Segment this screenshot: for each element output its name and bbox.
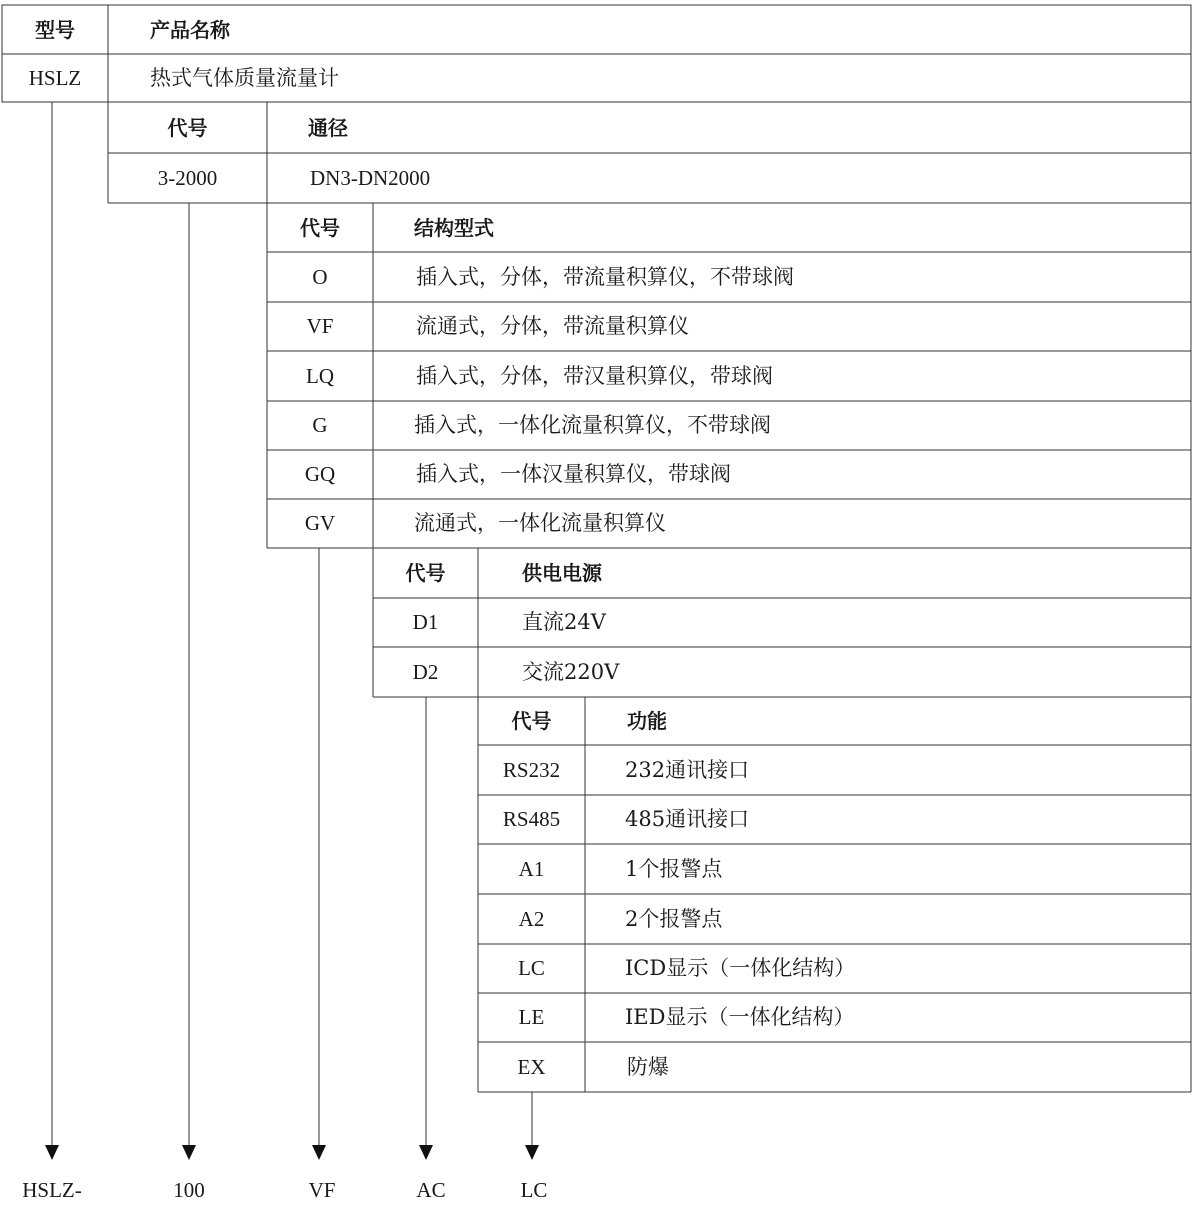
bore-range: DN3-DN2000 (310, 165, 431, 190)
function-code: A1 (518, 856, 545, 881)
arrow-head-bore (182, 1145, 196, 1160)
bore-header: 通径 (308, 115, 348, 140)
function-desc: 485通讯接口 (625, 807, 750, 831)
structure-desc: 流通式，分体，带流量积算仪 (416, 314, 689, 338)
structure-code-header: 代号 (300, 215, 340, 240)
bore-code: 3-2000 (157, 165, 218, 190)
function-code: A2 (518, 906, 545, 931)
structure-desc: 流通式，一体化流量积算仪 (414, 511, 666, 535)
power-desc: 直流24V (522, 610, 606, 634)
function-code: RS485 (502, 807, 561, 831)
bore-code-header: 代号 (167, 115, 208, 140)
function-code: RS232 (502, 757, 561, 782)
power-desc: 交流220V (522, 659, 620, 684)
function-code: LE (518, 1005, 545, 1029)
model-code: HSLZ (28, 65, 82, 90)
function-code-header: 代号 (511, 709, 552, 733)
structure-code: GV (304, 511, 336, 535)
function-code: EX (517, 1054, 546, 1079)
example-code-function: LC (520, 1177, 548, 1202)
arrow-head-model (45, 1145, 59, 1160)
function-desc: 232通讯接口 (625, 757, 750, 782)
structure-header: 结构型式 (414, 215, 494, 240)
function-desc: 1个报警点 (625, 856, 723, 881)
function-code: LC (518, 956, 545, 980)
arrow-head-structure (312, 1145, 326, 1160)
structure-code: LQ (306, 363, 334, 388)
example-code-model: HSLZ- (22, 1177, 82, 1202)
power-header: 供电电源 (522, 561, 602, 585)
structure-desc: 插入式，一体汉量积算仪，带球阀 (416, 462, 731, 486)
arrow-head-function (525, 1145, 539, 1160)
function-desc: ICD显示（一体化结构） (625, 956, 856, 980)
example-code-bore: 100 (173, 1177, 205, 1202)
example-code-structure: VF (308, 1177, 336, 1202)
function-desc: 2个报警点 (625, 906, 723, 931)
power-code: D1 (412, 610, 439, 634)
structure-desc: 插入式，一体化流量积算仪，不带球阀 (414, 413, 771, 437)
power-code: D2 (412, 659, 439, 684)
function-desc: IED显示（一体化结构） (625, 1005, 855, 1029)
structure-code: GQ (304, 462, 336, 486)
arrow-head-power (419, 1145, 433, 1160)
model-header: 型号 (35, 17, 75, 42)
structure-code: O (312, 264, 328, 289)
function-desc: 防爆 (627, 1054, 669, 1079)
example-code-power: AC (416, 1177, 446, 1202)
structure-code: VF (306, 314, 334, 338)
function-header: 功能 (627, 709, 667, 733)
power-code-header: 代号 (405, 561, 446, 585)
structure-desc: 插入式，分体，带流量积算仪，不带球阀 (416, 264, 794, 289)
product-name: 热式气体质量流量计 (150, 65, 339, 90)
structure-code: G (312, 413, 328, 437)
product-name-header: 产品名称 (150, 17, 230, 42)
structure-desc: 插入式，分体，带汉量积算仪，带球阀 (416, 363, 773, 388)
